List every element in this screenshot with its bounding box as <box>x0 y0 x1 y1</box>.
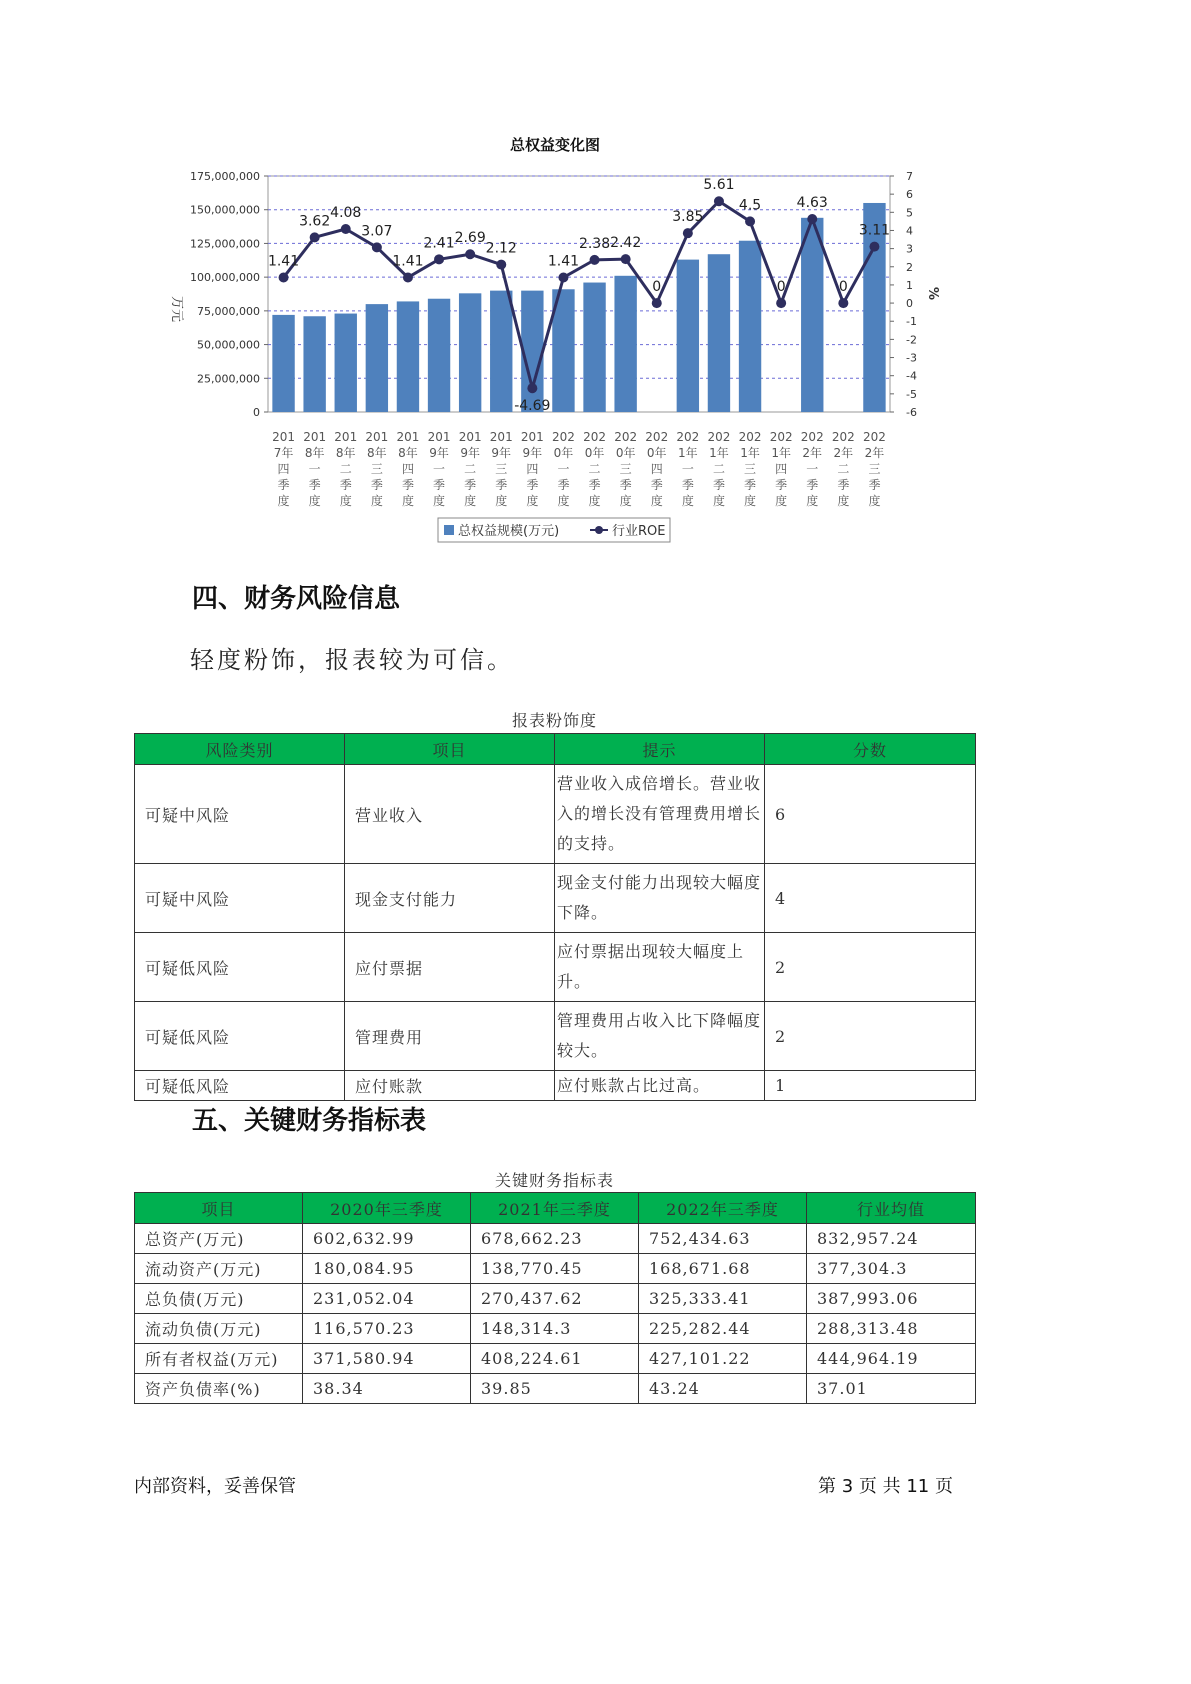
roe-point <box>310 232 320 242</box>
risk-category: 可疑低风险 <box>135 1071 345 1101</box>
metric-value: 180,084.95 <box>303 1254 471 1284</box>
header-2020q3: 2020年三季度 <box>303 1193 471 1224</box>
chart-legend <box>438 518 670 542</box>
legend-bar-swatch <box>444 525 454 535</box>
equity-bar <box>708 254 730 412</box>
roe-point <box>558 272 568 282</box>
metric-name: 总负债(万元) <box>135 1284 303 1314</box>
right-tick-label: -3 <box>906 351 917 365</box>
category-label: 202 1年四季度 <box>769 430 793 508</box>
roe-data-label: 4.08 <box>330 205 362 222</box>
chart-title: 总权益变化图 <box>509 136 601 154</box>
roe-data-label: 3.85 <box>672 209 704 226</box>
right-axis-label: % <box>925 287 940 301</box>
table-row <box>135 1374 976 1404</box>
category-label: 202 0年一季度 <box>551 430 575 508</box>
roe-point <box>714 196 724 206</box>
table-row <box>135 864 976 933</box>
category-label: 202 2年一季度 <box>800 430 824 508</box>
left-tick-label: 50,000,000 <box>197 338 260 352</box>
roe-point <box>403 272 413 282</box>
metric-value: 116,570.23 <box>303 1314 471 1344</box>
roe-point <box>869 242 879 252</box>
roe-point <box>745 216 755 226</box>
left-tick-label: 175,000,000 <box>190 170 260 183</box>
roe-data-label: 4.63 <box>796 195 828 212</box>
roe-data-label: 0 <box>838 279 848 296</box>
left-axis-label: 万元 <box>169 296 184 323</box>
risk-category: 可疑低风险 <box>135 1002 345 1071</box>
x-axis-categories <box>272 430 886 508</box>
roe-data-label: 0 <box>776 279 786 296</box>
roe-point <box>341 224 351 234</box>
metric-name: 资产负债率(%) <box>135 1374 303 1404</box>
roe-point <box>372 242 382 252</box>
right-tick-label: 6 <box>906 188 913 202</box>
metric-value: 37.01 <box>807 1374 976 1404</box>
right-tick-label: 5 <box>906 206 913 220</box>
roe-data-label: 2.41 <box>423 235 455 252</box>
table-row <box>135 1071 976 1101</box>
metric-value: 678,662.23 <box>471 1224 639 1254</box>
left-tick-label: 25,000,000 <box>197 372 260 386</box>
roe-data-label: 5.61 <box>703 177 735 194</box>
right-tick-label: -1 <box>906 315 917 329</box>
header-item: 项目 <box>135 1193 303 1224</box>
roe-data-label: 2.69 <box>454 230 486 247</box>
header-2021q3: 2021年三季度 <box>471 1193 639 1224</box>
roe-data-label: 1.41 <box>547 253 580 270</box>
roe-data-label: 1.41 <box>392 253 424 270</box>
equity-bar <box>335 314 357 412</box>
category-label: 201 9年四季度 <box>520 430 544 508</box>
left-tick-label: 100,000,000 <box>190 271 260 285</box>
category-label: 201 8年三季度 <box>365 430 389 508</box>
section5-heading: 五、关键财务指标表 <box>192 1106 427 1136</box>
metric-value: 377,304.3 <box>807 1254 976 1284</box>
category-label: 202 1年一季度 <box>676 430 700 508</box>
equity-bar <box>428 299 450 412</box>
risk-item: 管理费用 <box>345 1002 555 1071</box>
table-row <box>135 933 976 1002</box>
equity-bar <box>272 315 294 412</box>
equity-bar <box>801 218 823 412</box>
equity-bar <box>677 260 699 412</box>
metric-value: 408,224.61 <box>471 1344 639 1374</box>
roe-point <box>527 383 537 393</box>
risk-table-header <box>135 734 976 765</box>
roe-point <box>621 254 631 264</box>
metric-value: 427,101.22 <box>639 1344 807 1374</box>
roe-data-label: -4.69 <box>514 398 551 415</box>
metric-value: 288,313.48 <box>807 1314 976 1344</box>
category-label: 201 9年二季度 <box>458 430 482 508</box>
category-label: 202 2年二季度 <box>831 430 855 508</box>
legend-bar-label: 总权益规模(万元) <box>458 524 560 539</box>
right-tick-label: 7 <box>906 170 913 183</box>
category-label: 202 2年三季度 <box>862 430 886 508</box>
left-tick-label: 125,000,000 <box>190 237 260 251</box>
roe-data-label: 3.07 <box>361 223 393 240</box>
risk-score: 2 <box>765 1002 976 1071</box>
risk-hint: 管理费用占收入比下降幅度较大。 <box>555 1002 765 1071</box>
risk-hint: 现金支付能力出现较大幅度下降。 <box>555 864 765 933</box>
right-tick-label: -6 <box>906 406 917 419</box>
category-label: 201 9年三季度 <box>489 430 513 508</box>
metric-value: 148,314.3 <box>471 1314 639 1344</box>
roe-point <box>434 254 444 264</box>
right-tick-label: -4 <box>906 369 917 383</box>
left-tick-label: 150,000,000 <box>190 203 260 217</box>
right-tick-label: 4 <box>906 224 913 238</box>
risk-score: 1 <box>765 1071 976 1101</box>
roe-point <box>279 272 289 282</box>
equity-bar <box>739 241 761 412</box>
equity-bar <box>366 304 388 412</box>
right-tick-label: 0 <box>906 297 913 311</box>
metric-value: 225,282.44 <box>639 1314 807 1344</box>
key-financial-table <box>134 1192 976 1404</box>
risk-hint: 应付账款占比过高。 <box>555 1071 765 1101</box>
metric-value: 371,580.94 <box>303 1344 471 1374</box>
roe-data-label: 0 <box>652 279 662 296</box>
category-label: 201 9年一季度 <box>427 430 451 508</box>
equity-bar <box>583 283 605 412</box>
risk-hint: 营业收入成倍增长。营业收入的增长没有管理费用增长的支持。 <box>555 765 765 864</box>
left-tick-label: 0 <box>253 406 260 419</box>
equity-change-chart <box>0 0 1100 560</box>
metric-value: 387,993.06 <box>807 1284 976 1314</box>
equity-bar <box>397 301 419 412</box>
table-row <box>135 1314 976 1344</box>
left-tick-label: 75,000,000 <box>197 304 260 318</box>
equity-bar <box>614 276 636 412</box>
key-table-caption: 关键财务指标表 <box>494 1171 614 1190</box>
category-label: 201 8年四季度 <box>396 430 420 508</box>
right-tick-label: 1 <box>906 278 913 292</box>
metric-value: 832,957.24 <box>807 1224 976 1254</box>
left-axis <box>190 170 268 419</box>
equity-bar <box>303 316 325 412</box>
table-row <box>135 1344 976 1374</box>
metric-value: 270,437.62 <box>471 1284 639 1314</box>
roe-data-label: 2.38 <box>578 235 611 252</box>
header-score: 分数 <box>765 734 976 765</box>
roe-data-label: 3.11 <box>858 222 891 239</box>
right-tick-label: 3 <box>906 242 913 256</box>
key-table-header <box>135 1193 976 1224</box>
risk-item: 应付票据 <box>345 933 555 1002</box>
risk-table <box>134 733 976 1101</box>
roe-point <box>590 255 600 265</box>
table-row <box>135 1002 976 1071</box>
category-label: 201 8年一季度 <box>303 430 327 508</box>
section4-heading: 四、财务风险信息 <box>192 584 401 614</box>
risk-score: 4 <box>765 864 976 933</box>
metric-value: 325,333.41 <box>639 1284 807 1314</box>
header-item: 项目 <box>345 734 555 765</box>
table-row <box>135 1254 976 1284</box>
equity-bar <box>490 291 512 412</box>
risk-category: 可疑中风险 <box>135 765 345 864</box>
section4-summary: 轻度粉饰，报表较为可信。 <box>190 646 514 674</box>
roe-point <box>776 298 786 308</box>
risk-item: 现金支付能力 <box>345 864 555 933</box>
table-row <box>135 1224 976 1254</box>
roe-data-label: 2.12 <box>485 240 517 257</box>
metric-value: 138,770.45 <box>471 1254 639 1284</box>
header-risk-category: 风险类别 <box>135 734 345 765</box>
table-row <box>135 765 976 864</box>
metric-value: 43.24 <box>639 1374 807 1404</box>
metric-value: 39.85 <box>471 1374 639 1404</box>
roe-data-label: 2.42 <box>610 235 642 252</box>
metric-name: 流动资产(万元) <box>135 1254 303 1284</box>
header-2022q3: 2022年三季度 <box>639 1193 807 1224</box>
header-hint: 提示 <box>555 734 765 765</box>
header-industry-avg: 行业均值 <box>807 1193 976 1224</box>
category-label: 201 7年四季度 <box>272 430 296 508</box>
risk-score: 2 <box>765 933 976 1002</box>
roe-point <box>807 214 817 224</box>
category-label: 202 0年四季度 <box>645 430 669 508</box>
risk-hint: 应付票据出现较大幅度上升。 <box>555 933 765 1002</box>
category-label: 201 8年二季度 <box>334 430 358 508</box>
table-row <box>135 1284 976 1314</box>
right-tick-label: 2 <box>906 260 913 274</box>
equity-bar <box>459 293 481 412</box>
right-tick-label: -2 <box>906 333 917 347</box>
metric-value: 231,052.04 <box>303 1284 471 1314</box>
category-label: 202 1年三季度 <box>738 430 762 508</box>
metric-value: 38.34 <box>303 1374 471 1404</box>
metric-value: 444,964.19 <box>807 1344 976 1374</box>
footer-confidential-note: 内部资料，妥善保管 <box>134 1476 296 1497</box>
metric-name: 所有者权益(万元) <box>135 1344 303 1374</box>
roe-point <box>496 260 506 270</box>
roe-point <box>683 228 693 238</box>
metric-name: 总资产(万元) <box>135 1224 303 1254</box>
metric-value: 168,671.68 <box>639 1254 807 1284</box>
legend-line-marker <box>595 526 603 534</box>
right-axis <box>890 170 917 419</box>
roe-data-label: 3.62 <box>299 213 331 230</box>
metric-name: 流动负债(万元) <box>135 1314 303 1344</box>
risk-score: 6 <box>765 765 976 864</box>
risk-item: 应付账款 <box>345 1071 555 1101</box>
category-label: 202 1年二季度 <box>707 430 731 508</box>
metric-value: 602,632.99 <box>303 1224 471 1254</box>
footer-page-number: 第 3 页 共 11 页 <box>818 1476 953 1497</box>
roe-point <box>838 298 848 308</box>
roe-point <box>652 298 662 308</box>
roe-point <box>465 249 475 259</box>
metric-value: 752,434.63 <box>639 1224 807 1254</box>
risk-category: 可疑低风险 <box>135 933 345 1002</box>
risk-item: 营业收入 <box>345 765 555 864</box>
right-tick-label: -5 <box>906 387 917 401</box>
category-label: 202 0年三季度 <box>614 430 638 508</box>
roe-data-label: 4.5 <box>738 197 762 214</box>
risk-table-caption: 报表粉饰度 <box>511 711 597 730</box>
roe-data-label: 1.41 <box>267 253 300 270</box>
risk-category: 可疑中风险 <box>135 864 345 933</box>
category-label: 202 0年二季度 <box>583 430 607 508</box>
legend-line-label: 行业ROE <box>612 524 666 539</box>
